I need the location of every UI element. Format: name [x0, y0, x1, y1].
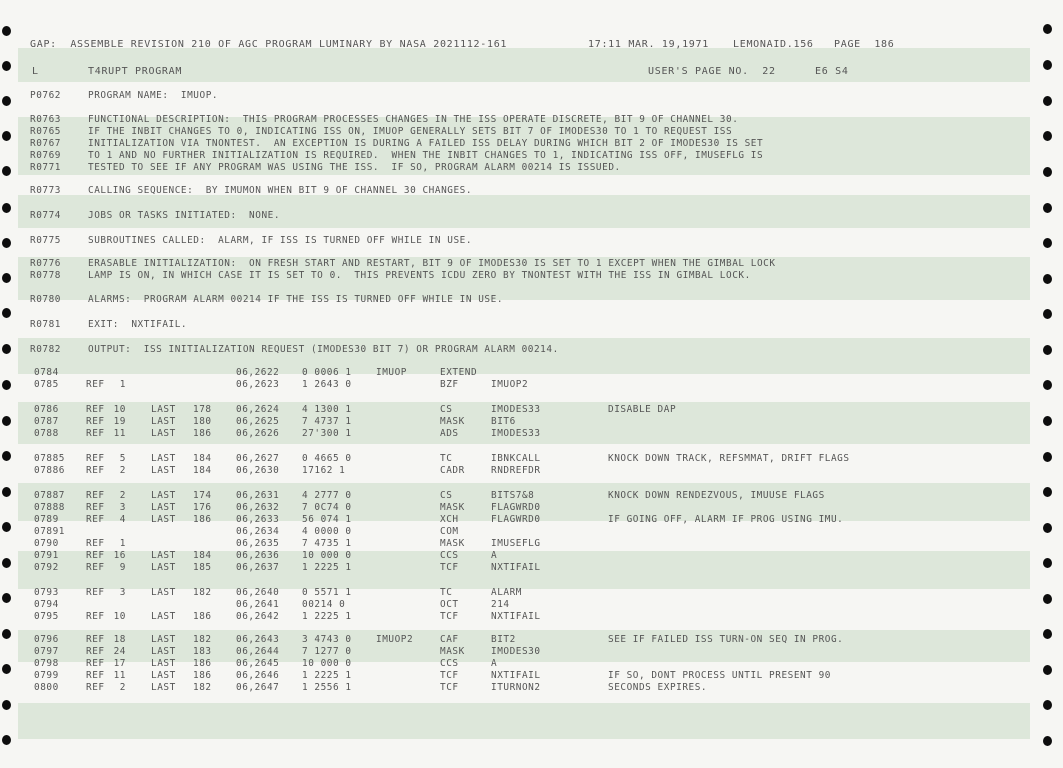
code-line: 0797	[34, 646, 59, 657]
remark-text: ERASABLE INITIALIZATION: ON FRESH START AND RESTART, BIT 9 OF IMODES30 IS SET TO 1 EXCEPT WHEN THE GIMBAL LOCK	[88, 258, 776, 269]
code-line: 0788	[34, 428, 59, 439]
feed-hole-icon	[2, 629, 11, 639]
code-last: LAST	[151, 453, 176, 464]
code-word: 7 1277 0	[302, 646, 352, 657]
code-last: LAST	[151, 550, 176, 561]
code-addr: 06,2636	[236, 550, 280, 561]
feed-hole-icon	[1043, 558, 1052, 568]
code-op: COM	[440, 526, 459, 537]
code-line: 0796	[34, 634, 59, 645]
code-operand: ITURNON2	[491, 682, 541, 693]
remark-text: SUBROUTINES CALLED: ALARM, IF ISS IS TURNED OFF WHILE IN USE.	[88, 235, 473, 246]
code-last: LAST	[151, 416, 176, 427]
remark-ref: P0762	[30, 90, 61, 101]
remark-text: TESTED TO SEE IF ANY PROGRAM WAS USING THE ISS. IF SO, PROGRAM ALARM 00214 IS ISSUED.	[88, 162, 621, 173]
code-word: 0 5571 1	[302, 587, 352, 598]
code-op: TC	[440, 587, 453, 598]
feed-hole-icon	[1043, 416, 1052, 426]
code-operand: IMUOP2	[491, 379, 529, 390]
code-operand: A	[491, 550, 498, 561]
code-operand: RNDREFDR	[491, 465, 541, 476]
code-line: 07887	[34, 490, 65, 501]
code-ln: 180	[193, 416, 212, 427]
code-ref: REF	[86, 514, 105, 525]
remark-ref: R0773	[30, 185, 61, 196]
code-word: 1 2556 1	[302, 682, 352, 693]
code-op: MASK	[440, 646, 465, 657]
code-operand: 214	[491, 599, 510, 610]
remark-ref: R0775	[30, 235, 61, 246]
remark-text: FUNCTIONAL DESCRIPTION: THIS PROGRAM PROCESSES CHANGES IN THE ISS OPERATE DISCRETE, BIT 9 OF CHANNEL 30.	[88, 114, 739, 125]
code-ref: REF	[86, 404, 105, 415]
code-word: 1 2225 1	[302, 611, 352, 622]
code-line: 0785	[34, 379, 59, 390]
code-last: LAST	[151, 562, 176, 573]
code-op: BZF	[440, 379, 459, 390]
code-operand: FLAGWRD0	[491, 514, 541, 525]
code-addr: 06,2641	[236, 599, 280, 610]
feed-hole-icon	[2, 96, 11, 106]
code-operand: IMODES33	[491, 404, 541, 415]
code-word: 56 074 1	[302, 514, 352, 525]
remark-ref: R0763	[30, 114, 61, 125]
code-line: 07886	[34, 465, 65, 476]
code-operand: A	[491, 658, 498, 669]
feed-hole-icon	[2, 664, 11, 674]
code-word: 1 2643 0	[302, 379, 352, 390]
code-n: 2	[119, 682, 126, 693]
code-ref: REF	[86, 634, 105, 645]
code-op: MASK	[440, 502, 465, 513]
code-line: 0789	[34, 514, 59, 525]
remark-ref: R0767	[30, 138, 61, 149]
code-n: 10	[113, 611, 126, 622]
code-op: MASK	[440, 538, 465, 549]
code-ln: 182	[193, 587, 212, 598]
remark-ref: R0780	[30, 294, 61, 305]
code-n: 9	[119, 562, 126, 573]
code-ln: 182	[193, 634, 212, 645]
code-line: 0794	[34, 599, 59, 610]
code-n: 11	[113, 670, 126, 681]
code-op: TCF	[440, 682, 459, 693]
code-word: 4 1300 1	[302, 404, 352, 415]
code-n: 2	[119, 490, 126, 501]
code-last: LAST	[151, 514, 176, 525]
feed-hole-icon	[2, 166, 11, 176]
remark-text: EXIT: NXTIFAIL.	[88, 319, 188, 330]
paper-band	[18, 703, 1030, 739]
feed-hole-icon	[1043, 131, 1052, 141]
code-line: 0786	[34, 404, 59, 415]
code-op: CADR	[440, 465, 465, 476]
feed-hole-icon	[2, 593, 11, 603]
remark-text: OUTPUT: ISS INITIALIZATION REQUEST (IMODES30 BIT 7) OR PROGRAM ALARM 00214.	[88, 344, 559, 355]
code-word: 3 4743 0	[302, 634, 352, 645]
remark-ref: R0781	[30, 319, 61, 330]
feed-hole-icon	[1043, 238, 1052, 248]
code-op: EXTEND	[440, 367, 478, 378]
remark-ref: R0776	[30, 258, 61, 269]
code-last: LAST	[151, 587, 176, 598]
margin-marker: L	[32, 66, 39, 77]
code-ln: 174	[193, 490, 212, 501]
code-word: 0 4665 0	[302, 453, 352, 464]
code-operand: BITS7&8	[491, 490, 535, 501]
code-n: 18	[113, 634, 126, 645]
feed-hole-icon	[2, 273, 11, 283]
code-comment: IF SO, DONT PROCESS UNTIL PRESENT 90	[608, 670, 831, 681]
code-last: LAST	[151, 502, 176, 513]
code-addr: 06,2635	[236, 538, 280, 549]
page-number: PAGE 186	[834, 39, 895, 50]
remark-text: LAMP IS ON, IN WHICH CASE IT IS SET TO 0. THIS PREVENTS ICDU ZERO BY TNONTEST WITH THE ISS IN GIMBAL LOCK.	[88, 270, 751, 281]
code-ref: REF	[86, 658, 105, 669]
listing-timestamp: 17:11 MAR. 19,1971	[588, 39, 709, 50]
feed-hole-icon	[2, 735, 11, 745]
code-word: 1 2225 1	[302, 670, 352, 681]
remark-text: JOBS OR TASKS INITIATED: NONE.	[88, 210, 281, 221]
code-addr: 06,2624	[236, 404, 280, 415]
code-last: LAST	[151, 682, 176, 693]
code-ref: REF	[86, 646, 105, 657]
code-addr: 06,2631	[236, 490, 280, 501]
code-line: 07885	[34, 453, 65, 464]
feed-hole-icon	[2, 451, 11, 461]
feed-hole-icon	[2, 416, 11, 426]
code-line: 0784	[34, 367, 59, 378]
code-ln: 184	[193, 465, 212, 476]
code-comment: IF GOING OFF, ALARM IF PROG USING IMU.	[608, 514, 844, 525]
code-op: ADS	[440, 428, 459, 439]
code-comment: SECONDS EXPIRES.	[608, 682, 708, 693]
code-ref: REF	[86, 490, 105, 501]
code-label: IMUOP2	[376, 634, 414, 645]
code-addr: 06,2632	[236, 502, 280, 513]
code-ln: 183	[193, 646, 212, 657]
code-ref: REF	[86, 538, 105, 549]
remark-ref: R0769	[30, 150, 61, 161]
code-ln: 176	[193, 502, 212, 513]
feed-hole-icon	[1043, 203, 1052, 213]
code-addr: 06,2645	[236, 658, 280, 669]
code-ln: 186	[193, 611, 212, 622]
feed-hole-icon	[2, 61, 11, 71]
code-addr: 06,2643	[236, 634, 280, 645]
code-operand: NXTIFAIL	[491, 562, 541, 573]
code-addr: 06,2646	[236, 670, 280, 681]
code-word: 27'300 1	[302, 428, 352, 439]
code-line: 0792	[34, 562, 59, 573]
code-ln: 184	[193, 550, 212, 561]
code-word: 10 000 0	[302, 658, 352, 669]
code-ref: REF	[86, 611, 105, 622]
feed-hole-icon	[1043, 274, 1052, 284]
listing-job: LEMONAID.156	[733, 39, 814, 50]
remark-text: TO 1 AND NO FURTHER INITIALIZATION IS REQUIRED. WHEN THE INBIT CHANGES TO 1, INDICATING ISS OFF, IMUSEFLG IS	[88, 150, 764, 161]
code-comment: KNOCK DOWN RENDEZVOUS, IMUUSE FLAGS	[608, 490, 825, 501]
code-ref: REF	[86, 587, 105, 598]
code-ln: 186	[193, 428, 212, 439]
code-ref: REF	[86, 682, 105, 693]
code-ref: REF	[86, 416, 105, 427]
code-last: LAST	[151, 634, 176, 645]
code-word: 7 0C74 0	[302, 502, 352, 513]
remark-ref: R0765	[30, 126, 61, 137]
code-addr: 06,2626	[236, 428, 280, 439]
code-ref: REF	[86, 502, 105, 513]
code-ref: REF	[86, 670, 105, 681]
code-n: 2	[119, 465, 126, 476]
code-operand: BIT6	[491, 416, 516, 427]
code-op: CS	[440, 490, 453, 501]
feed-hole-icon	[2, 522, 11, 532]
code-addr: 06,2625	[236, 416, 280, 427]
code-operand: FLAGWRD0	[491, 502, 541, 513]
feed-hole-icon	[1043, 629, 1052, 639]
code-addr: 06,2644	[236, 646, 280, 657]
code-ln: 184	[193, 453, 212, 464]
code-ln: 186	[193, 514, 212, 525]
remark-ref: R0782	[30, 344, 61, 355]
remark-ref: R0774	[30, 210, 61, 221]
code-word: 00214 0	[302, 599, 346, 610]
code-n: 3	[119, 502, 126, 513]
code-line: 0799	[34, 670, 59, 681]
code-label: IMUOP	[376, 367, 407, 378]
code-last: LAST	[151, 670, 176, 681]
code-ln: 178	[193, 404, 212, 415]
feed-hole-icon	[1043, 309, 1052, 319]
section-title: T4RUPT PROGRAM	[88, 66, 183, 77]
section-code: E6 S4	[815, 66, 849, 77]
feed-hole-icon	[1043, 700, 1052, 710]
code-comment: SEE IF FAILED ISS TURN-ON SEQ IN PROG.	[608, 634, 844, 645]
feed-hole-icon	[2, 487, 11, 497]
feed-hole-icon	[2, 203, 11, 213]
feed-hole-icon	[1043, 96, 1052, 106]
code-operand: NXTIFAIL	[491, 611, 541, 622]
code-addr: 06,2637	[236, 562, 280, 573]
feed-hole-icon	[1043, 487, 1052, 497]
code-op: XCH	[440, 514, 459, 525]
code-word: 1 2225 1	[302, 562, 352, 573]
feed-hole-icon	[2, 131, 11, 141]
code-last: LAST	[151, 646, 176, 657]
code-addr: 06,2642	[236, 611, 280, 622]
code-op: CCS	[440, 550, 459, 561]
code-addr: 06,2647	[236, 682, 280, 693]
code-word: 0 0006 1	[302, 367, 352, 378]
feed-hole-icon	[1043, 736, 1052, 746]
feed-hole-icon	[2, 380, 11, 390]
code-n: 1	[119, 379, 126, 390]
remark-text: PROGRAM NAME: IMUOP.	[88, 90, 219, 101]
code-last: LAST	[151, 658, 176, 669]
code-n: 5	[119, 453, 126, 464]
code-line: 07891	[34, 526, 65, 537]
remark-text: CALLING SEQUENCE: BY IMUMON WHEN BIT 9 OF CHANNEL 30 CHANGES.	[88, 185, 473, 196]
code-addr: 06,2630	[236, 465, 280, 476]
code-addr: 06,2627	[236, 453, 280, 464]
feed-hole-icon	[2, 700, 11, 710]
code-ref: REF	[86, 550, 105, 561]
code-line: 07888	[34, 502, 65, 513]
code-ref: REF	[86, 428, 105, 439]
remark-text: IF THE INBIT CHANGES TO 0, INDICATING ISS ON, IMUOP GENERALLY SETS BIT 7 OF IMODES30 TO 1 TO REQUEST ISS	[88, 126, 733, 137]
code-line: 0790	[34, 538, 59, 549]
code-addr: 06,2634	[236, 526, 280, 537]
feed-hole-icon	[1043, 452, 1052, 462]
feed-hole-icon	[2, 26, 11, 36]
code-line: 0787	[34, 416, 59, 427]
code-ln: 186	[193, 658, 212, 669]
code-last: LAST	[151, 490, 176, 501]
feed-hole-icon	[2, 238, 11, 248]
code-ref: REF	[86, 379, 105, 390]
remark-ref: R0778	[30, 270, 61, 281]
code-n: 16	[113, 550, 126, 561]
feed-hole-icon	[1043, 60, 1052, 70]
code-word: 7 4735 1	[302, 538, 352, 549]
code-n: 10	[113, 404, 126, 415]
code-op: TC	[440, 453, 453, 464]
code-addr: 06,2623	[236, 379, 280, 390]
code-last: LAST	[151, 428, 176, 439]
code-line: 0793	[34, 587, 59, 598]
code-operand: BIT2	[491, 634, 516, 645]
code-ref: REF	[86, 465, 105, 476]
code-addr: 06,2640	[236, 587, 280, 598]
feed-hole-icon	[1043, 594, 1052, 604]
remark-text: ALARMS: PROGRAM ALARM 00214 IF THE ISS IS TURNED OFF WHILE IN USE.	[88, 294, 504, 305]
code-line: 0795	[34, 611, 59, 622]
code-line: 0798	[34, 658, 59, 669]
code-operand: IMUSEFLG	[491, 538, 541, 549]
feed-hole-icon	[1043, 523, 1052, 533]
code-n: 17	[113, 658, 126, 669]
code-line: 0800	[34, 682, 59, 693]
code-op: TCF	[440, 562, 459, 573]
code-operand: IBNKCALL	[491, 453, 541, 464]
feed-hole-icon	[1043, 24, 1052, 34]
code-word: 4 2777 0	[302, 490, 352, 501]
code-line: 0791	[34, 550, 59, 561]
feed-hole-icon	[1043, 345, 1052, 355]
code-ref: REF	[86, 453, 105, 464]
feed-hole-icon	[1043, 665, 1052, 675]
code-ln: 185	[193, 562, 212, 573]
code-last: LAST	[151, 404, 176, 415]
code-addr: 06,2633	[236, 514, 280, 525]
remark-ref: R0771	[30, 162, 61, 173]
feed-hole-icon	[2, 558, 11, 568]
code-operand: IMODES30	[491, 646, 541, 657]
code-n: 3	[119, 587, 126, 598]
code-last: LAST	[151, 611, 176, 622]
code-op: OCT	[440, 599, 459, 610]
code-word: 10 000 0	[302, 550, 352, 561]
code-op: CS	[440, 404, 453, 415]
code-addr: 06,2622	[236, 367, 280, 378]
code-ref: REF	[86, 562, 105, 573]
code-operand: NXTIFAIL	[491, 670, 541, 681]
code-ln: 186	[193, 670, 212, 681]
remark-text: INITIALIZATION VIA TNONTEST. AN EXCEPTION IS DURING A FAILED ISS DELAY DURING WHICH BIT 2 OF IMODES30 IS SET	[88, 138, 764, 149]
feed-hole-icon	[1043, 380, 1052, 390]
code-comment: DISABLE DAP	[608, 404, 677, 415]
code-op: MASK	[440, 416, 465, 427]
code-n: 24	[113, 646, 126, 657]
code-last: LAST	[151, 465, 176, 476]
code-operand: ALARM	[491, 587, 522, 598]
feed-hole-icon	[2, 308, 11, 318]
code-comment: KNOCK DOWN TRACK, REFSMMAT, DRIFT FLAGS	[608, 453, 850, 464]
code-n: 1	[119, 538, 126, 549]
code-n: 19	[113, 416, 126, 427]
listing-title: GAP: ASSEMBLE REVISION 210 OF AGC PROGRAM LUMINARY BY NASA 2021112-161	[30, 39, 508, 50]
code-n: 11	[113, 428, 126, 439]
code-operand: IMODES33	[491, 428, 541, 439]
feed-hole-icon	[1043, 167, 1052, 177]
code-op: TCF	[440, 611, 459, 622]
code-word: 4 0000 0	[302, 526, 352, 537]
users-page-number: USER'S PAGE NO. 22	[648, 66, 776, 77]
code-op: TCF	[440, 670, 459, 681]
code-word: 7 4737 1	[302, 416, 352, 427]
code-op: CAF	[440, 634, 459, 645]
code-op: CCS	[440, 658, 459, 669]
code-n: 4	[119, 514, 126, 525]
feed-hole-icon	[2, 344, 11, 354]
code-word: 17162 1	[302, 465, 346, 476]
code-ln: 182	[193, 682, 212, 693]
